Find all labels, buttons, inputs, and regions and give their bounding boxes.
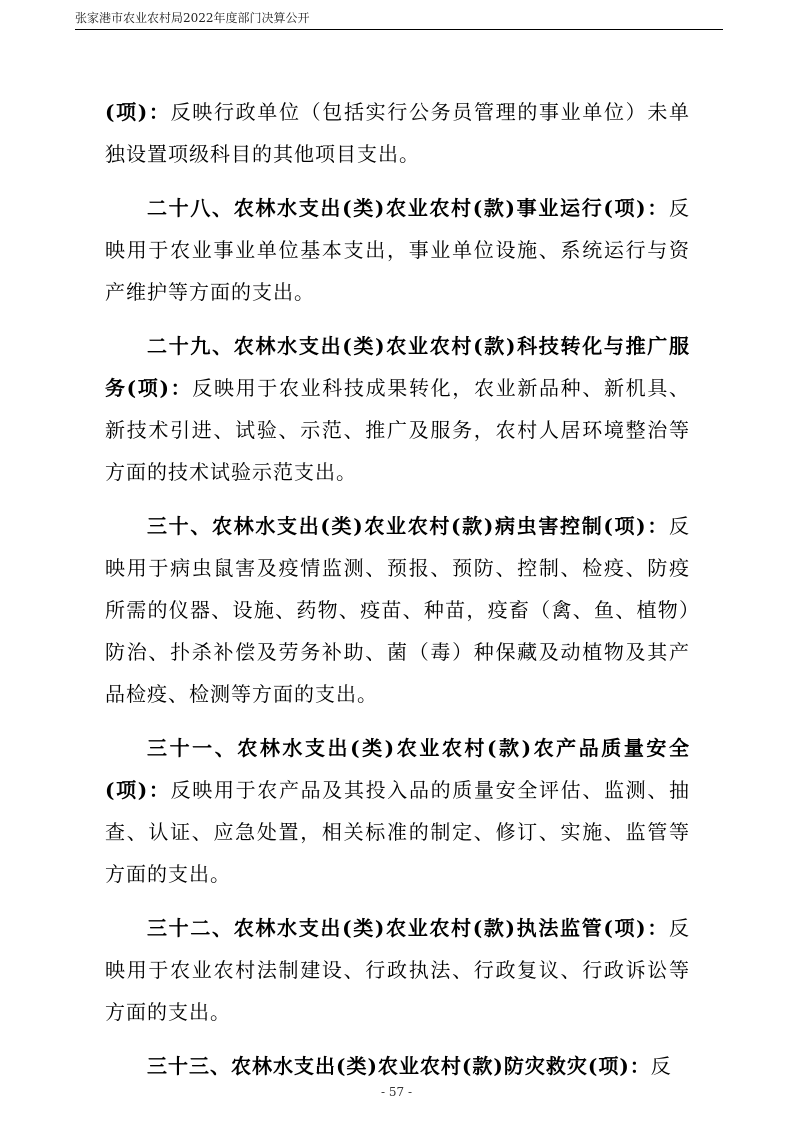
page-number: - 57 - bbox=[380, 1085, 412, 1099]
paragraph-heading: 三十、农林水支出(类)农业农村(款)病虫害控制(项)： bbox=[147, 514, 669, 538]
document-body bbox=[105, 91, 690, 1099]
paragraph-text: 反 bbox=[650, 1054, 672, 1078]
paragraph-30 bbox=[105, 505, 690, 715]
paragraph-heading: 二十八、农林水支出(类)农业农村(款)事业运行(项)： bbox=[147, 196, 669, 220]
page-header: 张家港市农业农村局2022年度部门决算公开 bbox=[75, 11, 310, 25]
paragraph-text: 反映用于农业科技成果转化，农业新品种、新机具、新技术引进、试验、示范、推广及服务，农村人居环境整治等方面的技术试验示范支出。 bbox=[105, 376, 690, 484]
paragraph-28 bbox=[105, 187, 690, 313]
paragraph-1 bbox=[105, 91, 690, 175]
paragraph-29 bbox=[105, 325, 690, 493]
paragraph-31 bbox=[105, 727, 690, 895]
paragraph-heading: 二十九、农林水支出(类)农业农村(款)科技转化与推广服务(项)： bbox=[105, 334, 690, 400]
paragraph-heading: 三十三、农林水支出(类)农业农村(款)防灾救灾(项)： bbox=[147, 1054, 651, 1078]
paragraph-heading: 三十一、农林水支出(类)农业农村(款)农产品质量安全(项)： bbox=[105, 736, 690, 802]
header-divider bbox=[75, 29, 723, 30]
paragraph-text: 反映用于农业农村法制建设、行政执法、行政复议、行政诉讼等方面的支出。 bbox=[105, 916, 690, 1024]
paragraph-text: 反映用于农业事业单位基本支出，事业单位设施、系统运行与资产维护等方面的支出。 bbox=[105, 196, 690, 304]
paragraph-33 bbox=[105, 1045, 690, 1087]
paragraph-32 bbox=[105, 907, 690, 1033]
paragraph-heading: (项)： bbox=[105, 100, 171, 124]
paragraph-text: 反映用于病虫鼠害及疫情监测、预报、预防、控制、检疫、防疫所需的仪器、设施、药物、疫苗、种苗，疫畜（禽、鱼、植物）防治、扑杀补偿及劳务补助、菌（毒）种保藏及动植物及其产品检疫、检测等方面的支出。 bbox=[105, 514, 690, 706]
paragraph-text: 反映用于农产品及其投入品的质量安全评估、监测、抽查、认证、应急处置，相关标准的制定、修订、实施、监管等方面的支出。 bbox=[105, 778, 690, 886]
paragraph-heading: 三十二、农林水支出(类)农业农村(款)执法监管(项)： bbox=[147, 916, 669, 940]
paragraph-text: 反映行政单位（包括实行公务员管理的事业单位）未单独设置项级科目的其他项目支出。 bbox=[105, 100, 690, 166]
